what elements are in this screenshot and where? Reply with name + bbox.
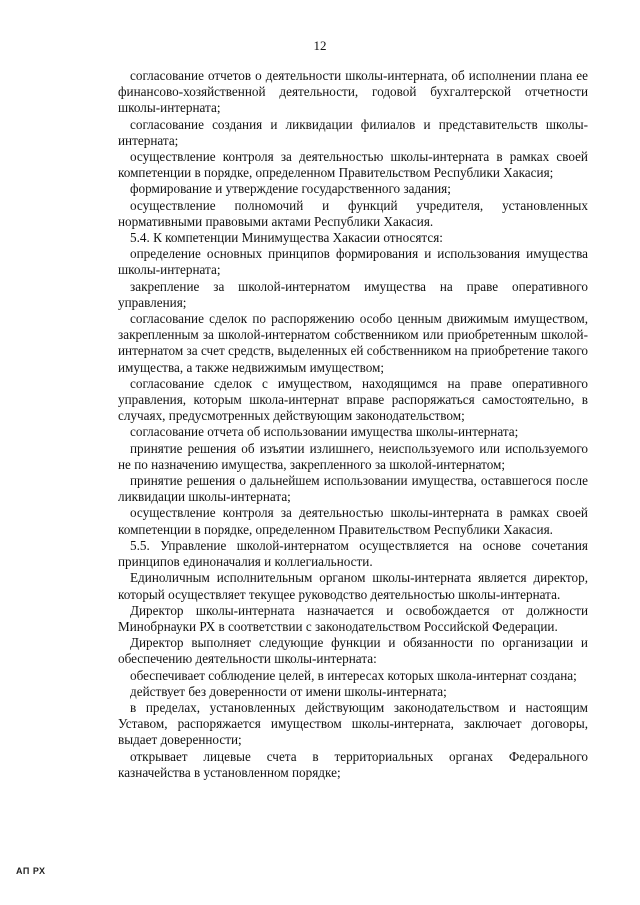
paragraph: определение основных принципов формирования и использования имущества школы-интерната; (118, 246, 588, 278)
footer-mark: АП РХ (16, 866, 46, 876)
paragraph: согласование сделок по распоряжению особо ценным движимым имуществом, закрепленным за школой-интернатом собственником или приобретенным школой-интернатом за счет средств, выделенных ей собственником на приобретение такого имущества, а также недвижимым имуществом; (118, 311, 588, 375)
paragraph: принятие решения об изъятии излишнего, неиспользуемого или используемого не по назначению имущества, закрепленного за школой-интернатом; (118, 440, 588, 472)
page-number: 12 (313, 38, 327, 53)
paragraph: Единоличным исполнительным органом школы-интерната является директор, который осуществляет текущее руководство деятельностью школы-интерната. (118, 570, 588, 602)
paragraph: действует без доверенности от имени школы-интерната; (130, 683, 447, 699)
paragraph: осуществление полномочий и функций учредителя, установленных нормативными правовыми актами Республики Хакасия. (118, 197, 588, 229)
paragraph: согласование создания и ликвидации филиалов и представительств школы-интерната; (118, 116, 588, 148)
section-heading-5-4: 5.4. К компетенции Минимущества Хакасии относятся: (130, 230, 443, 246)
paragraph: обеспечивает соблюдение целей, в интересах которых школа-интернат создана; (130, 667, 577, 683)
paragraph: формирование и утверждение государственного задания; (130, 181, 451, 197)
paragraph: в пределах, установленных действующим законодательством и настоящим Уставом, распоряжается имуществом школы-интерната, заключает договоры, выдает доверенности; (118, 699, 588, 748)
paragraph: открывает лицевые счета в территориальных органах Федерального казначейства в установленном порядке; (118, 748, 588, 780)
paragraph: принятие решения о дальнейшем использовании имущества, оставшегося после ликвидации школы-интерната; (118, 473, 588, 505)
paragraph: согласование отчета об использовании имущества школы-интерната; (130, 424, 519, 440)
paragraph: Директор школы-интерната назначается и освобождается от должности Минобрнауки РХ в соответствии с законодательством Российской Федерации. (118, 602, 588, 634)
paragraph: согласование сделок с имуществом, находящимся на праве оперативного управления, которым школа-интернат вправе распоряжаться самостоятельно, в случаях, предусмотренных действующим законодательством; (118, 375, 588, 424)
paragraph: осуществление контроля за деятельностью школы-интерната в рамках своей компетенции в порядке, определенном Правительством Республики Хакасия; (118, 149, 588, 181)
section-heading-5-5: 5.5. Управление школой-интернатом осуществляется на основе сочетания принципов единоначалия и коллегиальности. (118, 537, 588, 570)
paragraph: закрепление за школой-интернатом имущества на праве оперативного управления; (118, 278, 588, 310)
paragraph: осуществление контроля за деятельностью школы-интерната в рамках своей компетенции в порядке, определенном Правительством Республики Хакасия. (118, 505, 588, 537)
paragraph: согласование отчетов о деятельности школы-интерната, об исполнении плана ее финансово-хозяйственной деятельности, годовой бухгалтерской отчетности школы-интерната; (118, 68, 588, 116)
document-body (118, 68, 588, 781)
paragraph: Директор выполняет следующие функции и обязанности по организации и обеспечению деятельности школы-интерната: (118, 635, 588, 667)
